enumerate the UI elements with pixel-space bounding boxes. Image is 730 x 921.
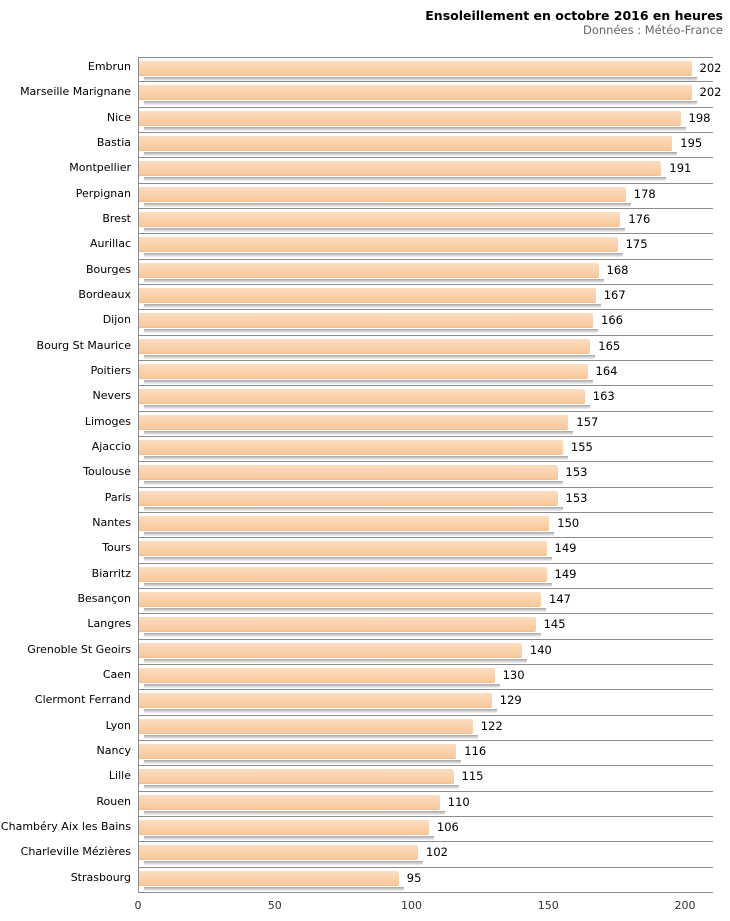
chart-header [425, 8, 723, 37]
bar [139, 693, 492, 708]
chart-row [0, 209, 713, 234]
category-label: Caen [102, 667, 131, 681]
bar [139, 85, 692, 100]
bar-shadow [144, 633, 541, 637]
bar-cell [138, 437, 713, 462]
bar-shadow [144, 456, 568, 460]
value-label: 163 [592, 389, 615, 404]
bar-shadow [144, 684, 500, 688]
chart-row [0, 741, 713, 766]
value-label: 149 [554, 541, 577, 556]
category-label: Bourges [85, 262, 131, 276]
bar [139, 339, 590, 354]
bar-shadow [144, 431, 573, 435]
bar-shadow [144, 481, 563, 485]
chart-subtitle: Données : Météo-France [582, 23, 723, 37]
x-tick-label: 50 [267, 898, 282, 912]
category-label: Dijon [102, 313, 131, 327]
bar-cell [138, 133, 713, 158]
value-label: 102 [426, 845, 448, 860]
bar-cell [138, 690, 713, 715]
category-label: Grenoble St Geoirs [27, 642, 131, 656]
bar [139, 61, 692, 76]
value-label: 122 [480, 718, 503, 733]
value-label: 130 [502, 667, 525, 682]
bar [139, 161, 661, 176]
bar-cell [138, 741, 713, 766]
bar-shadow [144, 101, 697, 105]
chart-row [0, 589, 713, 614]
bar [139, 845, 418, 860]
bar [139, 440, 563, 455]
bar-shadow [144, 735, 478, 739]
value-label: 147 [549, 591, 571, 606]
category-label: Rouen [96, 794, 131, 808]
bar [139, 389, 585, 404]
bar-cell [138, 538, 713, 563]
bar [139, 263, 599, 278]
chart-row [0, 57, 722, 82]
value-label: 176 [628, 211, 651, 226]
chart-title: Ensoleillement en octobre 2016 en heures [425, 8, 723, 23]
bar-shadow [144, 507, 563, 511]
bar [139, 212, 620, 227]
bar-cell [138, 766, 713, 791]
category-label: Nantes [92, 515, 131, 529]
chart-row [0, 437, 713, 462]
category-label: Besançon [77, 591, 131, 605]
category-label: Aurillac [90, 237, 131, 251]
chart-row [0, 412, 713, 437]
bar-cell [138, 817, 713, 842]
bar-cell [138, 564, 713, 589]
bar-shadow [144, 127, 686, 131]
chart-row [0, 82, 722, 107]
bar [139, 288, 596, 303]
bar-cell [138, 260, 713, 285]
bar-cell [138, 57, 722, 82]
chart-row [0, 133, 713, 158]
category-label: Toulouse [83, 465, 131, 479]
bar-shadow [144, 861, 423, 865]
chart-row [0, 310, 713, 335]
value-label: 149 [554, 566, 577, 581]
value-label: 202 [699, 85, 722, 100]
category-label: Poitiers [90, 363, 131, 377]
bar-shadow [144, 405, 590, 409]
bar-shadow [144, 785, 459, 789]
bar-cell [138, 310, 713, 335]
bar [139, 744, 456, 759]
chart-row [0, 690, 713, 715]
bar-cell [138, 209, 713, 234]
bar-shadow [144, 355, 595, 359]
category-label: Lille [108, 769, 131, 783]
chart-row [0, 158, 713, 183]
bar-cell [138, 108, 713, 133]
bar-shadow [144, 253, 623, 257]
bar [139, 136, 672, 151]
chart-row [0, 108, 713, 133]
chart-row [0, 260, 713, 285]
chart-row [0, 538, 713, 563]
bar [139, 313, 593, 328]
category-label: Montpellier [69, 161, 131, 175]
bar-cell [138, 82, 722, 107]
category-label: Chambéry Aix les Bains [0, 819, 131, 833]
chart-row [0, 817, 713, 842]
bar-cell [138, 716, 713, 741]
category-label: Lyon [105, 718, 131, 732]
bar-cell [138, 386, 713, 411]
value-label: 145 [543, 617, 566, 632]
bar [139, 187, 626, 202]
category-label: Brest [102, 211, 131, 225]
chart-row [0, 766, 713, 791]
bar [139, 795, 440, 810]
category-label: Biarritz [91, 566, 131, 580]
x-axis [134, 898, 713, 917]
category-label: Perpignan [75, 186, 131, 200]
value-label: 157 [576, 414, 599, 429]
bar [139, 415, 568, 430]
bar-shadow [144, 709, 497, 713]
bar-cell [138, 412, 713, 437]
bar-cell [138, 842, 713, 867]
bar-shadow [144, 228, 625, 232]
bar-cell [138, 640, 713, 665]
chart-row [0, 640, 713, 665]
value-label: 140 [529, 642, 552, 657]
bar-cell [138, 792, 713, 817]
bar [139, 111, 681, 126]
category-label: Embrun [87, 60, 131, 73]
category-label: Strasbourg [70, 870, 131, 884]
bar-shadow [144, 532, 554, 536]
value-label: 165 [598, 338, 621, 353]
category-label: Clermont Ferrand [34, 693, 131, 707]
value-label: 153 [565, 490, 588, 505]
chart-rows [0, 57, 722, 893]
chart-row [0, 462, 713, 487]
value-label: 115 [461, 769, 484, 784]
category-label: Charleville Mézières [20, 845, 131, 859]
x-tick-label: 100 [401, 898, 422, 912]
value-label: 164 [595, 363, 618, 378]
bar-cell [138, 285, 713, 310]
x-tick-label: 0 [134, 898, 142, 912]
bar [139, 820, 429, 835]
plot-area [0, 57, 722, 917]
bar-shadow [144, 557, 552, 561]
category-label: Bastia [96, 135, 131, 149]
bar [139, 491, 558, 506]
category-label: Paris [104, 490, 131, 504]
chart-row [0, 513, 713, 538]
bar [139, 592, 541, 607]
chart-row [0, 842, 713, 867]
chart-row [0, 336, 713, 361]
x-tick-label: 150 [537, 898, 559, 912]
category-label: Langres [87, 617, 131, 631]
chart-row [0, 665, 713, 690]
bar-shadow [144, 329, 598, 333]
bar [139, 237, 618, 252]
bar-cell [138, 868, 713, 893]
bar-cell [138, 488, 713, 513]
bar-shadow [144, 583, 552, 587]
chart-row [0, 716, 713, 741]
bar-cell [138, 665, 713, 690]
bar [139, 541, 547, 556]
bar-shadow [144, 887, 404, 891]
value-label: 116 [464, 743, 487, 758]
category-label: Nancy [96, 743, 131, 757]
category-label: Ajaccio [91, 439, 131, 453]
bar [139, 668, 495, 683]
chart-row [0, 792, 713, 817]
bar-cell [138, 614, 713, 639]
value-label: 178 [633, 186, 656, 201]
bar-cell [138, 462, 713, 487]
bar-shadow [144, 760, 461, 764]
bar-shadow [144, 177, 666, 181]
bar-shadow [144, 811, 445, 815]
chart-row [0, 234, 713, 259]
bar-shadow [144, 77, 697, 81]
bar [139, 516, 549, 531]
bar-cell [138, 336, 713, 361]
bar [139, 567, 547, 582]
category-label: Marseille Marignane [20, 85, 131, 99]
category-label: Limoges [84, 414, 131, 428]
bar-cell [138, 184, 713, 209]
chart-row [0, 564, 713, 589]
bar-shadow [144, 659, 527, 663]
chart-row [0, 386, 713, 411]
bar-shadow [144, 152, 677, 156]
bar-shadow [144, 304, 601, 308]
category-label: Bourg St Maurice [36, 338, 131, 352]
bar [139, 617, 536, 632]
bar [139, 643, 522, 658]
value-label: 195 [680, 135, 703, 150]
value-label: 202 [699, 61, 722, 75]
bar-shadow [144, 608, 546, 612]
value-label: 106 [436, 819, 459, 834]
value-label: 168 [606, 262, 629, 277]
value-label: 110 [447, 794, 470, 809]
bar-cell [138, 234, 713, 259]
bar [139, 719, 473, 734]
value-label: 198 [688, 110, 711, 125]
bar-cell [138, 361, 713, 386]
value-label: 166 [601, 313, 623, 328]
bar-cell [138, 589, 713, 614]
bar-shadow [144, 380, 593, 384]
value-label: 167 [603, 287, 626, 302]
bar [139, 465, 558, 480]
category-label: Bordeaux [78, 287, 131, 301]
value-label: 155 [570, 439, 593, 454]
value-label: 129 [499, 693, 522, 708]
bar [139, 769, 454, 784]
chart-row [0, 361, 713, 386]
chart-row [0, 614, 713, 639]
bar-cell [138, 158, 713, 183]
category-label: Nevers [92, 389, 131, 403]
bar-cell [138, 513, 713, 538]
value-label: 191 [669, 161, 692, 176]
value-label: 153 [565, 465, 588, 480]
bar-shadow [144, 279, 604, 283]
category-label: Tours [102, 541, 131, 555]
bar-shadow [144, 836, 434, 840]
bar [139, 364, 588, 379]
x-tick-label: 200 [674, 898, 696, 912]
chart-row [0, 488, 713, 513]
value-label: 95 [406, 870, 422, 885]
bar-shadow [144, 203, 631, 207]
category-label: Nice [106, 110, 131, 124]
value-label: 150 [557, 515, 580, 530]
value-label: 175 [625, 237, 648, 252]
bar [139, 871, 399, 886]
chart-row [0, 868, 713, 893]
chart-row [0, 285, 713, 310]
chart-row [0, 184, 713, 209]
